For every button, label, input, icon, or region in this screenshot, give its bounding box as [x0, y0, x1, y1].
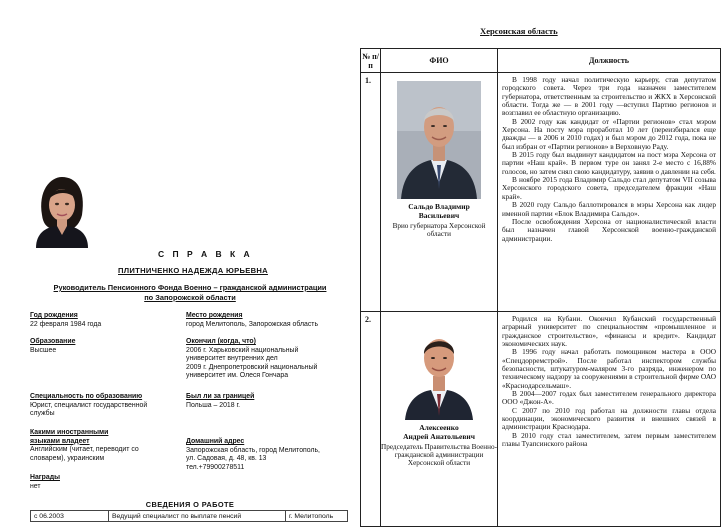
birth-year-label: Год рождения	[30, 312, 78, 319]
person-full-name: ПЛИТНИЧЕНКО НАДЕЖДА ЮРЬЕВНА	[118, 266, 268, 275]
table-row	[31, 511, 348, 522]
birth-year-value: 22 февраля 1984 года	[30, 320, 102, 328]
right-document-page	[352, 0, 725, 527]
bio-paragraph: В 2020 году Сальдо баллотировался в мэры Херсона как лидер именной партии «Блок Владимира Сальдо».	[502, 200, 716, 218]
bio-paragraph: С 2007 по 2010 год работал на должности главы отдела координации, экономического развития и внешних связей в администрации Краснодара.	[502, 405, 716, 432]
education-label: Образование	[30, 338, 76, 345]
biography-cell	[498, 73, 721, 312]
column-header-number: № п/п	[361, 49, 381, 73]
birthplace-label: Место рождения	[186, 312, 243, 319]
bio-paragraph: После освобождения Херсона от националистической власти был назначен главой Херсонской военно-гражданской администрации.	[502, 216, 716, 243]
awards-value: нет	[30, 482, 41, 490]
work-place-cell: г. Мелитополь	[286, 511, 348, 522]
person-position-line-2: по Запорожской области	[144, 293, 236, 302]
address-value: Запорожская область, город Мелитополь, ул. Садовая, д. 48, кв. 13 тел.+79900278511	[186, 446, 320, 471]
person-given-names: Андрей Анатольевич	[403, 431, 475, 441]
person-role-2: Председатель Правительства Военно-гражданской администрации Херсонской области	[381, 442, 497, 468]
birthplace-value: город Мелитополь, Запорожская область	[186, 320, 319, 328]
languages-field	[30, 429, 139, 463]
column-header-position: Должность	[498, 49, 721, 73]
person-given-names: Васильевич	[418, 210, 460, 220]
specialty-field	[30, 393, 147, 419]
abroad-label: Был ли за границей	[186, 393, 255, 400]
graduated-label: Окончил (когда, что)	[186, 338, 256, 345]
bio-paragraph: В ноябре 2015 года Владимир Сальдо стал депутатом VII созыва Херсонского городского совета, председателем фракции «Наш край».	[502, 175, 716, 201]
address-label: Домашний адрес	[186, 438, 245, 445]
bio-paragraph: В 1996 году начал работать помощником мастера в ООО «Спецдорремстрой». После работал инспектором службы безопасности, штукатуром-маляром 3-го разряда, инженером по техническому надзору за сооружениями в строительной фирме ОАО «Краснодарсельмаш».	[502, 347, 716, 390]
person-surname: Алексеенко	[419, 423, 459, 432]
bio-paragraph: В 2010 году стал заместителем, затем первым заместителем главы Туапсинского района	[502, 430, 716, 449]
table-row	[361, 73, 721, 312]
row-number: 1.	[361, 73, 381, 312]
column-header-fio: ФИО	[381, 49, 498, 73]
bio-paragraph: В 2015 году был выдвинут кандидатом на пост мэра Херсона от партии «Наш край». В первом туре он занял 2-е место с 16,88% голосов, но затем снял свою кандидатуру, заявив о давлении на себя.	[502, 150, 716, 176]
graduated-field	[186, 338, 317, 381]
graduated-value: 2006 г. Харьковский национальный университет внутренних дел 2009 г. Днепропетровский национальный университет им. Олеся Гончара	[186, 346, 318, 380]
officials-table	[360, 48, 721, 527]
bio-paragraph: В 2002 году как кандидат от «Партии регионов» стал мэром Херсона. На посту мэра проработал 10 лет (переизбирался еще дважды — в 2006 и 2010 годах) и был мэром до 2012 года, пока не был избран от «Партии регионов» в Верховную Раду.	[502, 116, 716, 151]
table-header-row	[361, 49, 721, 73]
person-name-2	[381, 424, 497, 442]
education-value: Высшее	[30, 346, 57, 354]
languages-label: Какими иностранными языками владеет	[30, 429, 109, 445]
person-name-1	[381, 203, 497, 221]
specialty-label: Специальность по образованию	[30, 393, 143, 400]
person-cell	[381, 312, 498, 527]
person-surname: Сальдо Владимир	[408, 202, 470, 211]
portrait-photo-man	[397, 81, 481, 199]
languages-value: Английским (читает, переводит со словарем), украинским	[30, 446, 139, 462]
bio-paragraph: В 1998 году начал политическую карьеру, став депутатом городского совета. Через три года назначен заместителем губернатора, ответственным за строительство и ЖКХ в Херсонской области. Тогда же — в 2001 году —вступил Партию регионов и возглавил ее областную организацию.	[502, 75, 716, 118]
bio-paragraph: В 2004—2007 годах был заместителем генерального директора ООО «Джон-А».	[502, 389, 716, 407]
birthplace-field	[186, 312, 318, 329]
portrait-photo-man	[401, 320, 477, 420]
bio-paragraph: Родился на Кубани. Окончил Кубанский государственный аграрный университет по специальностям «промышленное и гражданское строительство», «финансы и кредит». Кандидат экономических наук.	[502, 314, 716, 349]
portrait-photo-woman	[30, 171, 94, 248]
awards-label: Награды	[30, 474, 60, 481]
work-period-cell: с 06.2003	[31, 511, 109, 522]
region-heading: Херсонская область	[480, 26, 558, 36]
left-document-page	[0, 0, 352, 527]
person-role-1: Врио губернатора Херсонской области	[392, 221, 486, 238]
specialty-value: Юрист, специалист государственной службы	[30, 401, 148, 418]
person-position-line-1: Руководитель Пенсионного Фонда Военно – гражданской администрации	[53, 283, 327, 292]
education-field	[30, 338, 75, 355]
certificate-title: С П Р А В К А	[158, 249, 253, 259]
awards-field	[30, 474, 60, 491]
person-position	[40, 283, 340, 303]
abroad-field	[186, 393, 254, 410]
table-row	[361, 312, 721, 527]
person-cell	[381, 73, 498, 312]
work-history-heading: СВЕДЕНИЯ О РАБОТЕ	[145, 500, 235, 509]
work-position-cell: Ведущий специалист по выплате пенсий	[109, 511, 286, 522]
row-number: 2.	[361, 312, 381, 527]
abroad-value: Польша – 2018 г.	[186, 401, 241, 409]
work-history-table	[30, 510, 348, 522]
address-field	[186, 438, 320, 472]
biography-cell	[498, 312, 721, 527]
birth-year-field	[30, 312, 101, 329]
